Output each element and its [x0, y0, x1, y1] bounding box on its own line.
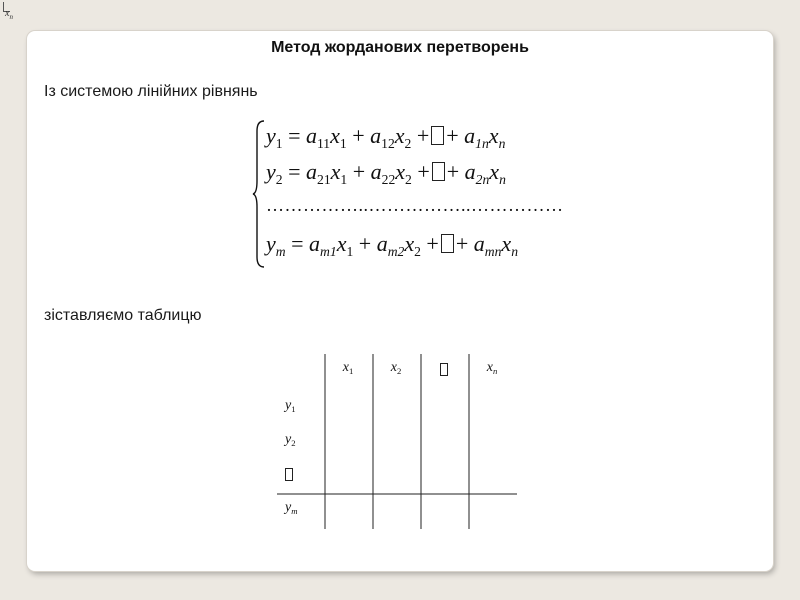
row-header-y2: $y_2$: [285, 432, 296, 449]
outro-text: зіставляємо таблицю: [44, 307, 202, 324]
corner-label: $x_n$: [5, 8, 13, 21]
jordan-table: [277, 354, 517, 529]
intro-text: Із системою лінійних рівнянь: [44, 83, 258, 100]
row-header-ym: $y_m$: [285, 500, 298, 517]
ellipsis-symbol: [432, 162, 445, 181]
left-brace: [252, 119, 266, 269]
ellipsis-symbol: [440, 363, 448, 376]
equation-row-1: $y_1 = a_{11}x_1 + a_{12}x_2$ + + $a_{1n}x_n$: [266, 123, 506, 151]
column-header-x1: $x_1$: [342, 360, 354, 377]
continuation-dots: ……………..……………..……………: [266, 195, 564, 215]
row-header-y1: $y_1$: [285, 398, 296, 415]
corner-formula-mark: [2, 2, 20, 22]
column-header-xn: $x_n$: [486, 360, 498, 377]
table-grid: [277, 354, 517, 529]
row-header-ellipsis: [285, 468, 293, 485]
equation-row-m: $y_m = a_{m1}x_1 + a_{m2}x_2$ + + $a_{mn}x_n$: [266, 231, 518, 259]
column-header-x2: $x_2$: [390, 360, 402, 377]
equation-row-2: $y_2 = a_{21}x_1 + a_{22}x_2$ + + $a_{2n}x_n$: [266, 159, 506, 187]
equation-system: [252, 119, 672, 269]
ellipsis-symbol: [285, 468, 293, 481]
column-header-ellipsis: [421, 363, 467, 380]
slide-title: Метод жорданових перетворень: [271, 39, 529, 56]
ellipsis-symbol: [441, 234, 454, 253]
slide: [27, 31, 773, 571]
ellipsis-symbol: [431, 126, 444, 145]
